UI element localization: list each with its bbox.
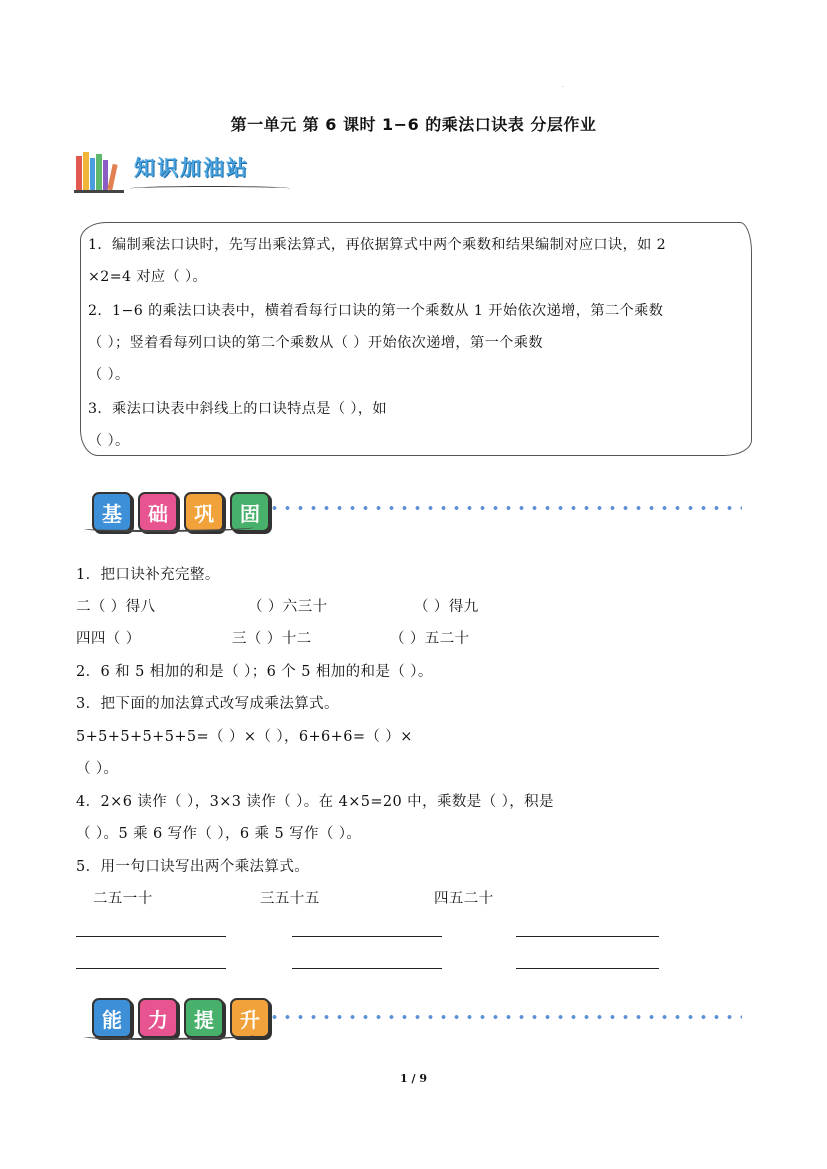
- fill-item: （ ）得九: [414, 599, 479, 615]
- knowledge-line-2: ×2=4 对应（ ）。: [88, 269, 208, 285]
- formula-item: 三五十五: [260, 891, 320, 907]
- knowledge-line-6: 3．乘法口诀表中斜线上的口诀特点是（ ），如: [88, 401, 387, 417]
- fill-item: 二（ ）得八: [76, 599, 156, 615]
- formula-item: 四五二十: [434, 891, 494, 907]
- question-3-line-1: 5+5+5+5+5+5=（ ）×（ ），6+6+6=（ ）×: [76, 729, 413, 745]
- dotted-divider: [268, 506, 742, 510]
- knowledge-line-4: （ ）；竖着看每列口诀的第二个乘数从（ ）开始依次递增，第一个乘数: [88, 335, 543, 351]
- answer-line[interactable]: [516, 936, 659, 937]
- banner-tile: 础: [138, 492, 178, 532]
- question-1: 1．把口诀补充完整。: [76, 567, 220, 583]
- question-5: 5．用一句口诀写出两个乘法算式。: [76, 859, 310, 875]
- answer-line[interactable]: [76, 936, 226, 937]
- answer-line[interactable]: [516, 968, 659, 969]
- question-4-line-2: （ ）。5 乘 6 写作（ ），6 乘 5 写作（ ）。: [76, 826, 362, 842]
- knowledge-line-3: 2．1−6 的乘法口诀表中，横着看每行口诀的第一个乘数从 1 开始依次递增，第二个乘数: [88, 303, 664, 319]
- banner-tile: 能: [92, 998, 132, 1038]
- fill-item: （ ）五二十: [390, 631, 470, 647]
- dotted-divider: [268, 1015, 742, 1019]
- knowledge-line-1: 1．编制乘法口诀时，先写出乘法算式，再依据算式中两个乘数和结果编制对应口诀，如 2: [88, 237, 667, 253]
- formula-item: 二五一十: [93, 891, 153, 907]
- answer-line[interactable]: [76, 968, 226, 969]
- banner-tile: 固: [230, 492, 270, 532]
- fill-item: 三（ ）十二: [232, 631, 312, 647]
- banner-swoosh: [84, 1032, 254, 1040]
- top-dot: .: [562, 82, 564, 89]
- answer-line[interactable]: [292, 968, 442, 969]
- banner-tile: 升: [230, 998, 270, 1038]
- fill-item: 四四（ ）: [76, 631, 141, 647]
- banner-tile: 巩: [184, 492, 224, 532]
- books-icon: [74, 150, 124, 194]
- fill-item: （ ）六三十: [248, 599, 328, 615]
- page-number: 1 / 9: [400, 1072, 427, 1085]
- banner-tile: 基: [92, 492, 132, 532]
- question-2: 2．6 和 5 相加的和是（ ）；6 个 5 相加的和是（ ）。: [76, 664, 433, 680]
- section-banner-knowledge: 知识加油站: [134, 156, 249, 180]
- question-3: 3．把下面的加法算式改写成乘法算式。: [76, 696, 339, 712]
- knowledge-line-7: （ ）。: [88, 433, 130, 449]
- page-title: 第一单元 第 6 课时 1−6 的乘法口诀表 分层作业: [230, 115, 597, 134]
- banner-underline: [130, 186, 290, 191]
- answer-line[interactable]: [292, 936, 442, 937]
- question-3-line-2: （ ）。: [76, 761, 119, 777]
- banner-tile: 力: [138, 998, 178, 1038]
- banner-tile: 提: [184, 998, 224, 1038]
- knowledge-line-5: （ ）。: [88, 367, 130, 383]
- question-4-line-1: 4．2×6 读作（ ），3×3 读作（ ）。在 4×5=20 中，乘数是（ ），积是: [76, 794, 554, 810]
